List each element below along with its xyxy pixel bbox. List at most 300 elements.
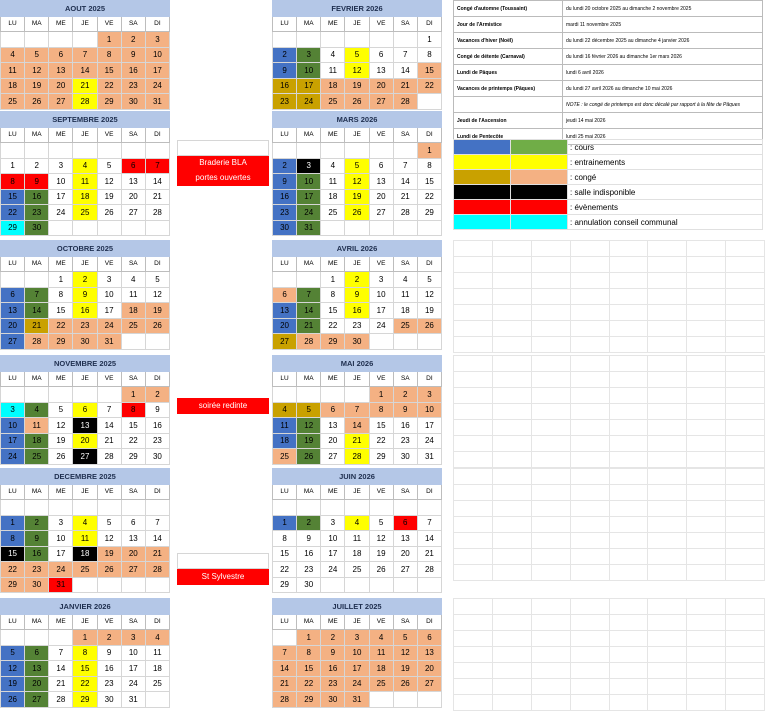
grid-cell [687, 321, 726, 337]
day-cell: 24 [369, 318, 393, 334]
legend-swatch [511, 155, 568, 170]
day-cell: 7 [145, 158, 169, 174]
day-cell: 14 [417, 531, 441, 547]
grid-cell [454, 631, 493, 647]
day-header: LU [273, 484, 297, 500]
grid-cell [687, 469, 726, 485]
grid-cell [687, 565, 726, 581]
grid-cell [726, 436, 765, 452]
day-header: VE [369, 16, 393, 32]
day-cell: 6 [121, 515, 145, 531]
grid-cell [726, 289, 765, 305]
day-header: LU [1, 16, 25, 32]
day-cell: 31 [145, 94, 169, 110]
day-header: DI [145, 484, 169, 500]
grid-cell [648, 436, 687, 452]
day-cell: 3 [345, 630, 369, 646]
day-header: SA [393, 484, 417, 500]
day-cell: 6 [369, 47, 393, 63]
day-header: SA [393, 371, 417, 387]
grid-cell [609, 469, 648, 485]
day-cell: 31 [121, 692, 145, 708]
day-cell: 10 [345, 645, 369, 661]
grid-cell [531, 337, 570, 353]
day-header: ME [49, 484, 73, 500]
grid-cell [726, 469, 765, 485]
holiday-date: jeudi 14 mai 2026 [563, 113, 763, 129]
grid-cell [531, 679, 570, 695]
day-cell: 27 [273, 334, 297, 350]
day-header: ME [49, 614, 73, 630]
day-cell: 8 [297, 645, 321, 661]
day-cell: 13 [121, 174, 145, 190]
day-cell: 6 [1, 287, 25, 303]
grid-cell [531, 631, 570, 647]
day-cell: 16 [393, 418, 417, 434]
grid-cell [726, 404, 765, 420]
day-cell: 29 [97, 94, 121, 110]
grid-cell [726, 372, 765, 388]
day-cell: 10 [1, 418, 25, 434]
month-title: AOUT 2025 [1, 1, 170, 17]
grid-cell [492, 257, 531, 273]
day-cell: 3 [321, 515, 345, 531]
grid-cell [454, 679, 493, 695]
day-cell: 2 [273, 158, 297, 174]
day-cell: 10 [417, 402, 441, 418]
day-cell: 19 [345, 189, 369, 205]
grid-cell [726, 485, 765, 501]
day-cell: 5 [369, 515, 393, 531]
day-cell: 18 [145, 661, 169, 677]
day-header: DI [417, 614, 441, 630]
day-cell: 15 [1, 546, 25, 562]
day-cell [417, 692, 441, 708]
grid-cell [726, 452, 765, 468]
holiday-date: du lundi 16 février 2026 au dimanche 1er mars 2026 [563, 49, 763, 65]
day-cell: 21 [393, 78, 417, 94]
day-cell [297, 272, 321, 288]
grid-cell [687, 388, 726, 404]
grid-cell [609, 631, 648, 647]
day-cell: 2 [73, 272, 97, 288]
grid-cell [609, 663, 648, 679]
day-cell: 19 [49, 433, 73, 449]
empty-grid-4 [453, 598, 765, 711]
grid-cell [454, 452, 493, 468]
grid-cell [454, 305, 493, 321]
day-cell: 13 [273, 303, 297, 319]
day-cell: 25 [393, 318, 417, 334]
legend-table [453, 139, 763, 230]
grid-cell [570, 565, 609, 581]
day-cell: 17 [49, 546, 73, 562]
grid-cell [454, 549, 493, 565]
day-header: DI [417, 256, 441, 272]
grid-cell [609, 420, 648, 436]
day-cell [73, 387, 97, 403]
note-soiree: soirée redinte [177, 398, 269, 414]
grid-cell [454, 599, 493, 615]
grid-cell [609, 501, 648, 517]
day-cell: 14 [145, 531, 169, 547]
day-cell: 9 [297, 531, 321, 547]
day-cell: 15 [417, 174, 441, 190]
day-cell: 1 [121, 387, 145, 403]
day-cell: 18 [393, 303, 417, 319]
month-title: JANVIER 2026 [1, 599, 170, 615]
day-cell: 25 [121, 318, 145, 334]
grid-cell [531, 549, 570, 565]
grid-cell [687, 436, 726, 452]
grid-cell [531, 289, 570, 305]
day-cell: 31 [417, 449, 441, 465]
day-header: LU [273, 16, 297, 32]
grid-cell [570, 289, 609, 305]
calendar-decembre-2025 [0, 468, 170, 593]
day-cell: 24 [297, 94, 321, 110]
day-header: SA [393, 127, 417, 143]
grid-cell [454, 501, 493, 517]
day-cell: 12 [417, 287, 441, 303]
grid-cell [687, 679, 726, 695]
day-cell [369, 500, 393, 516]
day-cell: 25 [273, 449, 297, 465]
day-header: VE [369, 127, 393, 143]
day-cell: 27 [393, 562, 417, 578]
holiday-date: lundi 6 avril 2026 [563, 65, 763, 81]
day-cell: 28 [145, 205, 169, 221]
day-cell: 16 [345, 303, 369, 319]
day-cell [25, 500, 49, 516]
day-header: JE [73, 614, 97, 630]
day-cell: 24 [49, 205, 73, 221]
day-header: DI [417, 16, 441, 32]
day-cell [369, 334, 393, 350]
day-cell: 1 [297, 630, 321, 646]
day-header: ME [49, 371, 73, 387]
grid-cell [570, 469, 609, 485]
day-header: ME [321, 371, 345, 387]
day-cell [25, 387, 49, 403]
grid-cell [454, 436, 493, 452]
day-cell: 21 [417, 546, 441, 562]
day-cell: 29 [297, 692, 321, 708]
day-cell: 28 [49, 692, 73, 708]
grid-cell [454, 337, 493, 353]
grid-cell [492, 533, 531, 549]
day-cell: 30 [25, 577, 49, 593]
day-cell [297, 32, 321, 48]
day-cell [273, 500, 297, 516]
day-cell [321, 32, 345, 48]
day-cell: 6 [393, 515, 417, 531]
day-cell: 17 [49, 189, 73, 205]
grid-cell [648, 647, 687, 663]
day-cell: 6 [73, 402, 97, 418]
day-header: SA [121, 614, 145, 630]
grid-cell [570, 372, 609, 388]
grid-cell [609, 549, 648, 565]
day-cell: 20 [273, 318, 297, 334]
day-cell [1, 272, 25, 288]
day-cell: 7 [345, 402, 369, 418]
grid-cell [687, 615, 726, 631]
day-cell: 2 [25, 158, 49, 174]
day-cell: 2 [145, 387, 169, 403]
day-cell [393, 220, 417, 236]
day-cell [417, 577, 441, 593]
grid-cell [609, 599, 648, 615]
day-cell [145, 692, 169, 708]
empty-grid-2 [453, 355, 765, 468]
day-cell: 19 [417, 303, 441, 319]
day-cell: 12 [25, 63, 49, 79]
day-cell: 3 [49, 515, 73, 531]
grid-cell [531, 469, 570, 485]
day-cell: 23 [97, 676, 121, 692]
day-cell [145, 577, 169, 593]
grid-cell [609, 305, 648, 321]
grid-cell [726, 695, 765, 711]
grid-cell [570, 388, 609, 404]
day-header: VE [97, 16, 121, 32]
day-cell: 10 [369, 287, 393, 303]
grid-cell [648, 565, 687, 581]
grid-cell [531, 533, 570, 549]
day-cell [369, 32, 393, 48]
holiday-label: Vacances de printemps (Pâques) [454, 81, 563, 97]
day-cell [345, 220, 369, 236]
day-header: MA [25, 614, 49, 630]
grid-cell [492, 501, 531, 517]
grid-cell [570, 452, 609, 468]
day-header: VE [97, 614, 121, 630]
note-sylvestre: St Sylvestre [177, 569, 269, 585]
day-cell [97, 577, 121, 593]
grid-cell [648, 404, 687, 420]
day-cell [97, 500, 121, 516]
calendar-mars-2026 [272, 111, 442, 236]
day-cell [25, 272, 49, 288]
day-cell: 5 [25, 47, 49, 63]
grid-cell [726, 337, 765, 353]
day-cell: 9 [25, 531, 49, 547]
day-cell: 6 [273, 287, 297, 303]
day-cell: 26 [345, 94, 369, 110]
day-cell: 9 [97, 645, 121, 661]
day-cell: 23 [321, 676, 345, 692]
day-cell: 11 [369, 645, 393, 661]
grid-cell [609, 615, 648, 631]
grid-cell [648, 679, 687, 695]
day-cell: 30 [345, 334, 369, 350]
grid-cell [454, 372, 493, 388]
day-header: LU [273, 256, 297, 272]
day-cell: 14 [49, 661, 73, 677]
legend-swatch [454, 185, 511, 200]
day-cell: 4 [145, 630, 169, 646]
grid-cell [726, 615, 765, 631]
day-cell: 28 [73, 94, 97, 110]
grid-cell [454, 695, 493, 711]
day-cell [121, 334, 145, 350]
day-cell: 29 [273, 577, 297, 593]
grid-cell [726, 565, 765, 581]
grid-cell [570, 337, 609, 353]
day-cell: 28 [417, 562, 441, 578]
day-header: MA [25, 484, 49, 500]
grid-cell [648, 517, 687, 533]
grid-cell [570, 485, 609, 501]
day-cell: 26 [97, 205, 121, 221]
day-cell: 19 [1, 676, 25, 692]
day-header: ME [321, 256, 345, 272]
grid-cell [687, 337, 726, 353]
day-cell: 8 [97, 47, 121, 63]
day-header: LU [1, 256, 25, 272]
day-cell [25, 143, 49, 159]
grid-cell [570, 647, 609, 663]
day-header: SA [121, 484, 145, 500]
day-cell: 28 [97, 449, 121, 465]
day-cell: 18 [73, 546, 97, 562]
day-cell: 25 [321, 94, 345, 110]
grid-cell [454, 257, 493, 273]
day-cell: 18 [25, 433, 49, 449]
legend-swatch [454, 215, 511, 230]
grid-cell [648, 273, 687, 289]
note-empty-2 [177, 553, 269, 569]
day-cell [393, 577, 417, 593]
day-cell: 7 [97, 402, 121, 418]
grid-cell [687, 257, 726, 273]
grid-cell [492, 337, 531, 353]
calendar-mai-2026 [272, 355, 442, 465]
day-cell: 12 [97, 531, 121, 547]
grid-cell [492, 420, 531, 436]
empty-grid-1 [453, 240, 765, 353]
day-cell: 11 [321, 63, 345, 79]
day-cell: 24 [145, 78, 169, 94]
day-cell: 6 [49, 47, 73, 63]
grid-cell [726, 257, 765, 273]
day-cell [369, 220, 393, 236]
grid-cell [648, 631, 687, 647]
day-cell: 14 [393, 174, 417, 190]
day-header: JE [345, 484, 369, 500]
day-cell: 7 [273, 645, 297, 661]
day-cell: 27 [121, 562, 145, 578]
day-cell: 13 [49, 63, 73, 79]
grid-cell [726, 679, 765, 695]
day-header: DI [145, 371, 169, 387]
grid-cell [648, 615, 687, 631]
day-cell: 26 [417, 318, 441, 334]
grid-cell [454, 273, 493, 289]
day-cell [73, 143, 97, 159]
day-cell [145, 500, 169, 516]
day-cell [145, 334, 169, 350]
month-title: SEPTEMBRE 2025 [1, 112, 170, 128]
day-header: SA [121, 127, 145, 143]
grid-cell [531, 517, 570, 533]
grid-cell [648, 305, 687, 321]
day-cell: 8 [49, 287, 73, 303]
day-cell: 30 [393, 449, 417, 465]
day-cell: 1 [273, 515, 297, 531]
day-cell: 21 [25, 318, 49, 334]
day-cell: 7 [393, 47, 417, 63]
grid-cell [687, 549, 726, 565]
grid-cell [454, 565, 493, 581]
day-cell: 7 [49, 645, 73, 661]
grid-cell [570, 549, 609, 565]
grid-cell [570, 501, 609, 517]
day-cell: 20 [25, 676, 49, 692]
calendar-septembre-2025 [0, 111, 170, 236]
day-cell: 2 [393, 387, 417, 403]
day-cell [1, 500, 25, 516]
day-cell: 9 [273, 174, 297, 190]
grid-cell [454, 517, 493, 533]
day-cell: 14 [145, 174, 169, 190]
grid-cell [648, 257, 687, 273]
day-cell [1, 630, 25, 646]
day-cell [297, 500, 321, 516]
day-cell: 20 [1, 318, 25, 334]
day-cell [73, 32, 97, 48]
calendar-novembre-2025 [0, 355, 170, 465]
day-cell [273, 630, 297, 646]
grid-cell [609, 485, 648, 501]
day-header: MA [297, 256, 321, 272]
grid-cell [648, 420, 687, 436]
day-cell: 3 [121, 630, 145, 646]
grid-cell [454, 469, 493, 485]
grid-cell [492, 436, 531, 452]
day-cell: 27 [25, 692, 49, 708]
day-cell: 22 [1, 205, 25, 221]
holiday-date: lundi 25 mai 2026 [563, 129, 763, 145]
day-cell: 31 [49, 577, 73, 593]
day-header: LU [1, 484, 25, 500]
day-header: SA [121, 16, 145, 32]
grid-cell [531, 615, 570, 631]
holiday-label: Vacances d'hiver (Noël) [454, 33, 563, 49]
grid-cell [531, 388, 570, 404]
day-header: JE [73, 16, 97, 32]
day-cell: 22 [369, 433, 393, 449]
day-header: DI [145, 256, 169, 272]
grid-cell [454, 388, 493, 404]
day-cell: 1 [1, 158, 25, 174]
day-cell: 1 [73, 630, 97, 646]
day-cell: 26 [145, 318, 169, 334]
grid-cell [609, 517, 648, 533]
day-cell [345, 32, 369, 48]
day-header: SA [393, 256, 417, 272]
grid-cell [454, 241, 493, 257]
day-header: MA [297, 484, 321, 500]
day-header: DI [417, 127, 441, 143]
grid-cell [570, 436, 609, 452]
grid-cell [648, 289, 687, 305]
day-cell: 9 [121, 47, 145, 63]
day-cell: 27 [369, 94, 393, 110]
day-cell: 13 [393, 531, 417, 547]
grid-cell [687, 599, 726, 615]
